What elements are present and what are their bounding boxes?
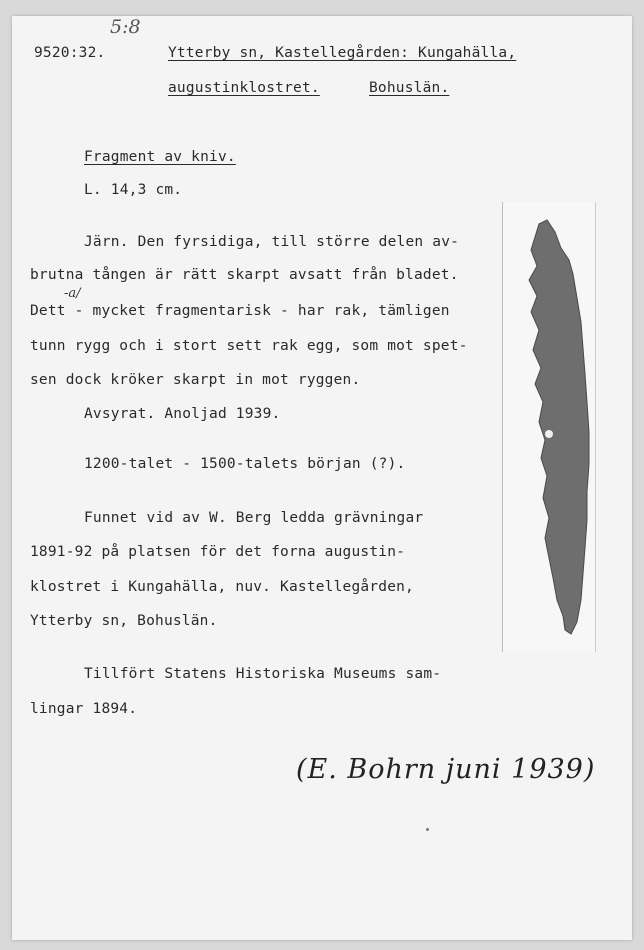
- handwritten-signature: (E. Bohrn juni 1939): [296, 754, 596, 785]
- dating: 1200-talet - 1500-talets början (?).: [84, 456, 406, 472]
- description-line-4: tunn rygg och i stort sett rak egg, som mot spet-: [30, 338, 468, 354]
- paper-speck: [426, 828, 429, 831]
- object-length: L. 14,3 cm.: [84, 182, 183, 198]
- location-line-1: Ytterby sn, Kastellegården: Kungahälla,: [168, 45, 517, 61]
- description-line-1: Järn. Den fyrsidiga, till större delen av-: [84, 234, 460, 250]
- description-line-3: Dett - mycket fragmentarisk - har rak, tämligen: [30, 303, 450, 319]
- catalog-card: [12, 16, 632, 940]
- handwritten-number: 5:8: [110, 16, 141, 38]
- location-line-2: augustinklostret.: [168, 80, 320, 96]
- catalog-number: 9520:32.: [34, 45, 106, 61]
- acquisition-line-2: lingar 1894.: [30, 701, 138, 717]
- find-line-2: 1891-92 på platsen för det forna augustin-: [30, 544, 406, 560]
- find-line-3: klostret i Kungahälla, nuv. Kastellegården,: [30, 579, 414, 595]
- find-line-4: Ytterby sn, Bohuslän.: [30, 613, 218, 629]
- handwritten-correction: -a/: [64, 286, 81, 301]
- knife-fragment-hole: [545, 430, 553, 438]
- description-line-2: brutna tången är rätt skarpt avsatt från bladet.: [30, 267, 459, 283]
- knife-fragment-shape: [529, 220, 589, 634]
- find-line-1: Funnet vid av W. Berg ledda grävningar: [84, 510, 424, 526]
- object-title: Fragment av kniv.: [84, 149, 236, 165]
- treatment: Avsyrat. Anoljad 1939.: [84, 406, 281, 422]
- knife-fragment-photo: [502, 202, 596, 652]
- acquisition-line-1: Tillfört Statens Historiska Museums sam-: [84, 666, 442, 682]
- knife-fragment-image: [503, 202, 595, 652]
- province: Bohuslän.: [369, 80, 450, 96]
- description-line-5: sen dock kröker skarpt in mot ryggen.: [30, 372, 361, 388]
